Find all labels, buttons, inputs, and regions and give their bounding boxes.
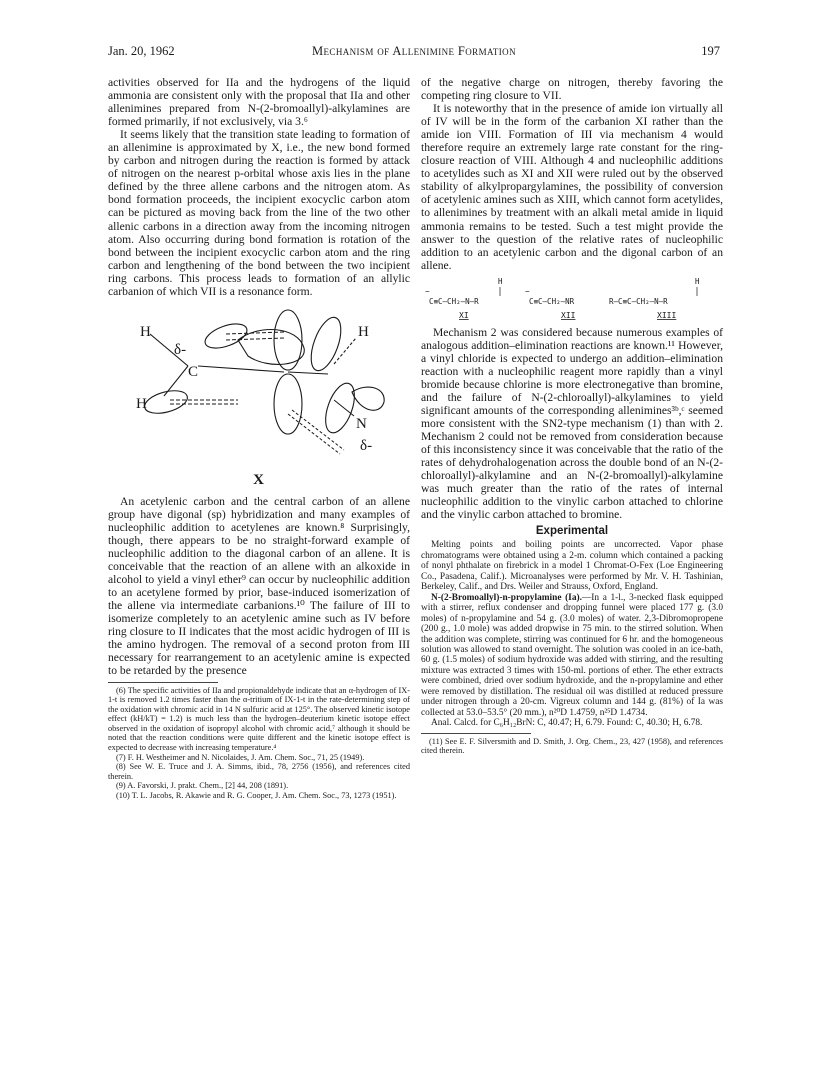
- footnote: (6) The specific activities of IIa and propionaldehyde indicate that an α-hydrogen of IX-1-t is removed 1.2 times faster than the α-tritium of IX-1-t in the rate-determining step of the oxidation with chromic acid in 14 N sulfuric acid at 125°. The observed kinetic isotope effect (kH/kT) = 1.2) is much less than the hydrogen–deuterium kinetic isotope effect observed in the oxidation of isopropyl alcohol with chromic acid,⁷ although it should be noted that the reaction conditions were quite different and the kinetic isotope effect is expected to decrease with increasing temperature.⁴: [108, 685, 410, 753]
- section-title: Experimental: [535, 525, 609, 538]
- label-xii: XII: [561, 310, 576, 320]
- atom-h: H: [140, 323, 151, 340]
- structure-xiii-h: H: [695, 276, 700, 286]
- figure-label: X: [253, 471, 265, 488]
- atom-h: H: [136, 395, 147, 412]
- figure-x-drawing: [108, 304, 410, 472]
- footnote: (11) See E. F. Silversmith and D. Smith, J. Org. Chem., 23, 427 (1958), and references cited therein.: [421, 736, 723, 756]
- hashed-bond: [226, 338, 284, 340]
- hashed-bond: [292, 410, 344, 450]
- structure-xii: C≡C–CH₂–NR: [529, 296, 575, 306]
- paragraph: [421, 593, 723, 718]
- orbital-lobe: [305, 313, 347, 374]
- paragraph: activities observed for IIa and the hydrogens of the liquid ammonia are consistent only with the proposal that IIa and other allenimines prepared from N-(2-bromoallyl)-alkylamines are formed primarily, if not exclusively, via 3.⁶: [108, 76, 410, 129]
- structures-xi-xii-xiii: [421, 276, 723, 320]
- experimental-section: [421, 540, 723, 728]
- footnotes: [108, 686, 410, 801]
- paragraph: of the negative charge on nitrogen, thereby favoring the competing ring closure to VII.: [421, 76, 723, 103]
- right-column: [421, 76, 723, 756]
- paragraph: It seems likely that the transition state leading to formation of an allenimine is approximated by X, i.e., the new bond formed by carbon and nitrogen during the reaction is formed by attack of nitrogen on the nearest p-orbital whose axis lies in the plane defined by the three allene carbons and the nitrogen atom. As bond formation proceeds, the incipient exocyclic carbon atom can be pictured as moving back from the line of the two other allenic carbons in a direction away from the incoming nitrogen atom. Also occurring during bond formation is rotation of the bond between the incipient exocyclic carbon atom and the ring carbon and lengthening of the bond between the two incipient ring carbons. This process leads to formation of an allylic carbanion of which VII is a resonance form.: [108, 128, 410, 298]
- delta-minus: δ-: [360, 437, 373, 454]
- footnote-rule: [421, 733, 531, 734]
- structure-xi: C≡C–CH₂–N–R: [429, 296, 479, 306]
- running-header: [108, 44, 720, 60]
- header-date: Jan. 20, 1962: [108, 44, 175, 58]
- transition-state-figure: [108, 304, 410, 472]
- orbital-lobe: [352, 387, 384, 410]
- footnote: (8) See W. E. Truce and J. A. Simms, ibid., 78, 2756 (1956), and references cited therein.: [108, 762, 410, 781]
- footnote: (10) T. L. Jacobs, R. Akawie and R. G. Cooper, J. Am. Chem. Soc., 73, 1273 (1951).: [116, 791, 397, 801]
- paragraph: Anal. Calcd. for C₆H₁₂BrN: C, 40.47; H, 6.79. Found: C, 40.30; H, 6.78.: [431, 718, 703, 729]
- page-number: 197: [701, 44, 720, 58]
- paragraph: Mechanism 2 was considered because numerous examples of analogous addition–elimination reactions are known.¹¹ However, a vinyl chloride is expected to undergo an addition–elimination reaction with a nucleophilic reagent more rapidly than a vinyl bromide because chlorine is more electronegative than bromine, and the failure of N-(2-chloroallyl)-alkylamines to yield significant amounts of the corresponding allenimines³ᵇ,ᶜ seemed more consistent with the SN2-type mechanism (1) than with 2. Mechanism 2 could not be removed from consideration because of this inconsistency since it was conceivable that the ratio of the rates of dehydrohalogenation across the double bond of an N-(2-chloroallyl)-alkylamine and an N-(2-bromoallyl)-alkylamine was much greater than the ratio of the rates of internal nucleophilic addition to the vinylic carbon attached to chlorine and the vinylic carbon attached to bromine.: [421, 325, 723, 522]
- delta-minus: δ-: [174, 341, 187, 358]
- charge-minus: −: [525, 286, 530, 296]
- hashed-bond: [226, 332, 284, 334]
- orbital-lobe: [142, 386, 190, 417]
- atom-h: H: [358, 323, 369, 340]
- bond-line: [334, 400, 354, 416]
- structure-xiii: R–C≡C–CH₂–N–R: [609, 296, 668, 306]
- footnote-rule: [108, 682, 218, 683]
- left-column: [108, 76, 410, 801]
- orbital-lobe: [320, 379, 360, 436]
- bond-line: [164, 366, 188, 396]
- paragraph: Melting points and boiling points are uncorrected. Vapor phase chromatograms were obtained using a 2-m. column which contained a packing of nonyl phthalate on firebrick in a model 1 Chromat-O-Fex (Loe Engineering Co., Pasadena, Calif.). Microanalyses were performed by Mr. V. H. Tashinian, Berkeley, Calif., and Drs. Weiler and Strauss, Oxford, England.: [421, 540, 723, 593]
- charge-minus: −: [425, 286, 430, 296]
- orbital-lobe: [274, 310, 302, 370]
- footnote: (7) F. H. Westheimer and N. Nicolaides, J. Am. Chem. Soc., 71, 25 (1949).: [116, 752, 365, 762]
- label-xi: XI: [459, 310, 469, 320]
- paragraph: An acetylenic carbon and the central carbon of an allene group have digonal (sp) hybridization and many examples of nucleophilic addition to acetylenes are known.⁸ Surprisingly, though, there appears to be no straight-forward example of nucleophilic addition to the diagonal carbon of an allene. It is conceivable that the reaction of an allene with an alkoxide in alcohol to yield a vinyl ether⁹ can occur by nucleophilic addition to an acetylene formed by prior, base-induced isomerization of the allene via intermediate carbanions.¹⁰ The failure of III to isomerize completely to an acetylenic amine such as IV before ring closure to II indicates that the most acidic hydrogen of III is the amino hydrogen. The removal of a second proton from III necessary for rearrangement to an acetylenic amine is expected to be retarded by the presence: [108, 494, 410, 678]
- atom-c: C: [188, 363, 199, 380]
- footnote: (9) A. Favorski, J. prakt. Chem., [2] 44, 208 (1891).: [116, 781, 289, 791]
- procedure-text: —In a 1-l., 3-necked flask equipped with a stirrer, reflux condenser and dropping funnel were placed 177 g. (3.0 moles) of n-propylamine and 54 g. (3.0 moles) of water. 2,3-Dibromopropene (200 g., 1.0 mole) was added dropwise in 75 min. to the stirred solution. When the addition was complete, stirring was continued for 6 hr. and the homogeneous solution was allowed to stand overnight. The solution was cooled in an ice-bath, 60 g. (1.5 moles) of sodium hydroxide was added with stirring, and the resulting mixture was extracted 3 times with 150-ml. portions of ether. The ether extracts were combined, dried over sodium hydroxide, and the n-propylamine and ether were removed by distillation. The residual oil was distilled at reduced pressure under nitrogen through a 20-cm. Vigreux column and 144 g. (81%) of Ia was collected at 53.0–53.5° (20 mm.), n²⁰D 1.4759, n²⁵D 1.4734.: [421, 592, 723, 718]
- header-title: Mechanism of Allenimine Formation: [312, 44, 516, 58]
- bond-line: [288, 372, 328, 374]
- bond-line: [334, 338, 356, 364]
- hashed-bond: [288, 414, 340, 454]
- footnotes: [421, 737, 723, 756]
- bond-line: [198, 366, 284, 372]
- orbital-lobe: [238, 329, 304, 364]
- paragraph: It is noteworthy that in the presence of amide ion virtually all of IV will be in the form of the carbanion XI rather than the amide ion VIII. Formation of III via mechanism 4 would therefore require an extremely large rate constant for the ring-closure reaction of VIII. Although 4 and nucleophilic additions to acetylides such as XI and XII were ruled out by the observed stability of alkylpropargylamines, the possibility of conversion of acetylenic amines such as XIII, which cannot form acetylides, to allenimines by treatment with an alkali metal amide in liquid ammonia remains to be tested. Such a test might provide the answer to the question of the relative rates of nucleophilic addition to an acetylenic carbon and the digonal carbon of an allene.: [421, 102, 723, 272]
- orbital-lobe: [274, 374, 302, 434]
- atom-n: N: [356, 415, 367, 432]
- structure-xi-h: H: [498, 276, 503, 286]
- compound-heading: N-(2-Bromoallyl)-n-propylamine (Ia).: [431, 592, 582, 603]
- label-xiii: XIII: [657, 310, 677, 320]
